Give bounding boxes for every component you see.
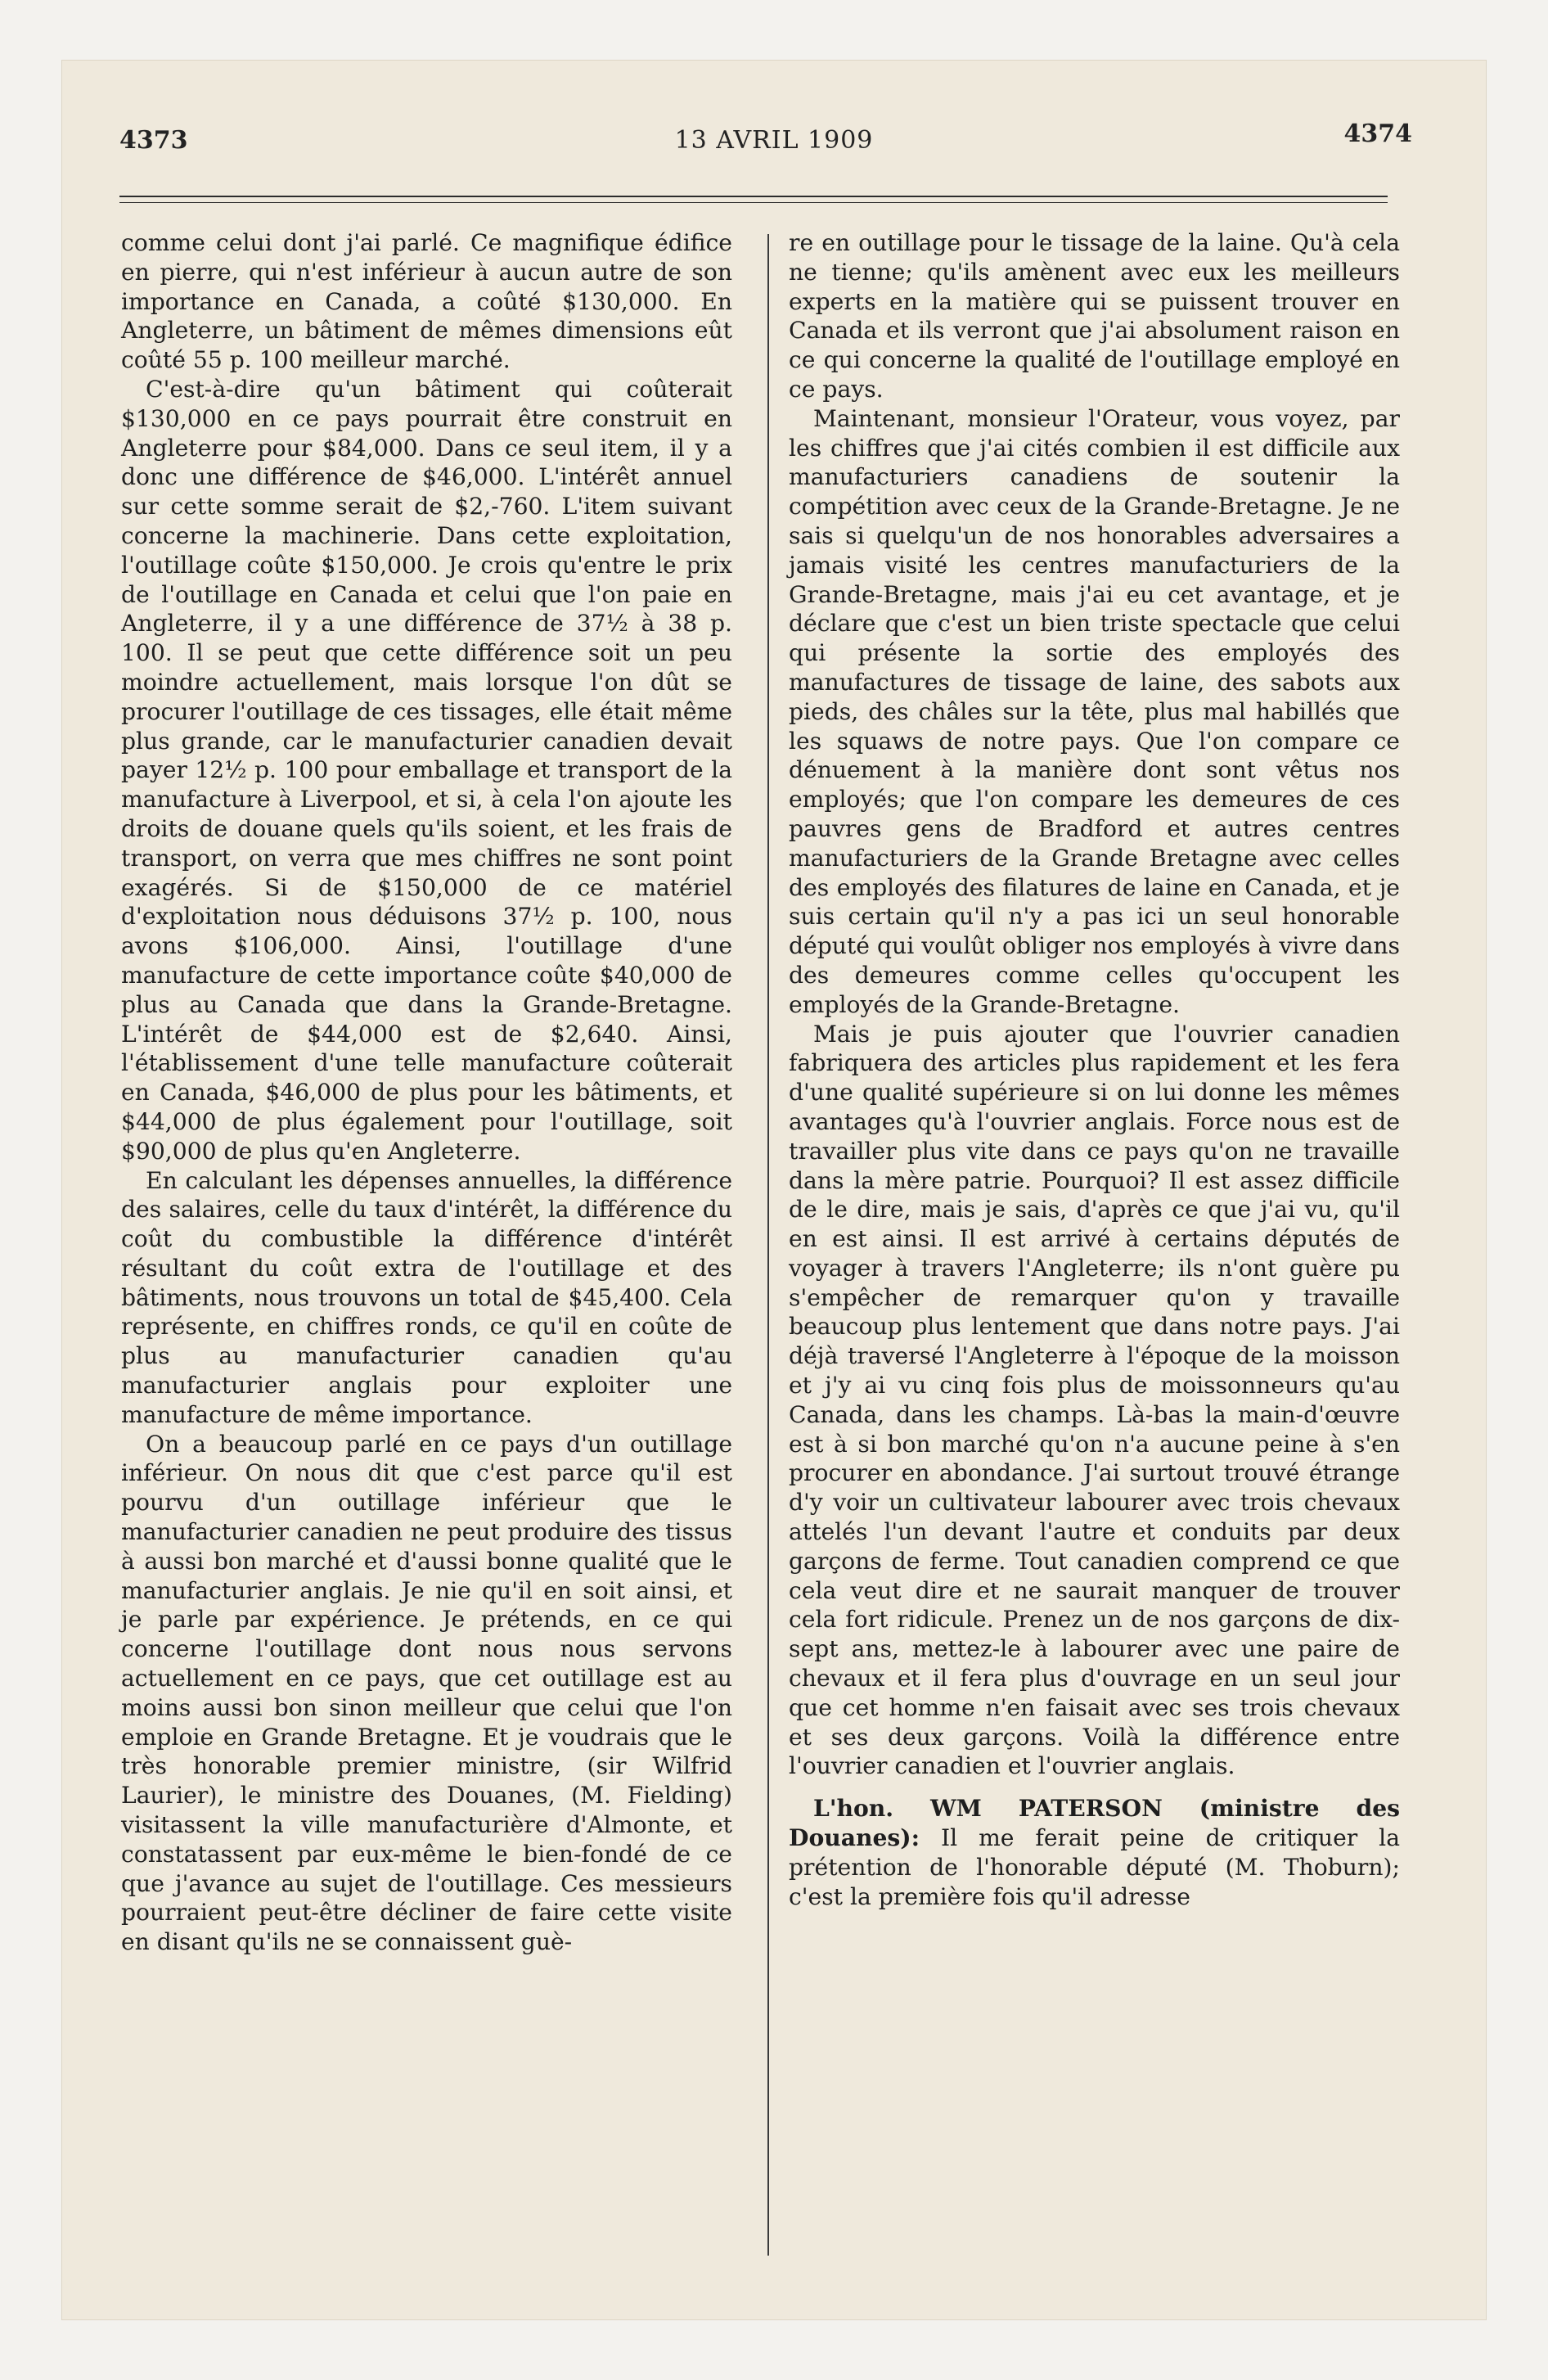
speaker-name: L'hon. WM PATERSON (ministre des Douanes):: [789, 1795, 1400, 1852]
page-date: 13 AVRIL 1909: [674, 126, 874, 155]
column-separator: [767, 234, 769, 2256]
page-number-left: 4373: [119, 126, 188, 155]
header-rule: [119, 196, 1388, 203]
page: [62, 61, 1486, 2319]
paragraph: On a beaucoup parlé en ce pays d'un outillage inférieur. On nous dit que c'est parce qu'il est pourvu d'un outillage inférieur que le manufacturier canadien ne peut produire des tissus à aussi bon marché et d'aussi bonne qualité que le manufacturier anglais. Je nie qu'il en soit ainsi, et je parle par expérience. Je prétends, en ce qui concerne l'outillage dont nous nous servons actuellement en ce pays, que cet outillage est au moins aussi bon sinon meilleur que celui que l'on emploie en Grande Bretagne. Et je voudrais que le très honorable premier ministre, (sir Wilfrid Laurier), le ministre des Douanes, (M. Fielding) visitassent la ville manufacturière d'Almonte, et constatassent par eux-même le bien-fondé de ce que j'avance au sujet de l'outillage. Ces messieurs pourraient peut-être décliner de faire cette visite en disant qu'ils ne se connaissent guè-: [121, 1430, 732, 1956]
speech-text: Il me ferait peine de critiquer la prétention de l'honorable député (M. Thoburn); c'est la première fois qu'il adresse: [789, 1824, 1400, 1910]
right-column: [789, 228, 1400, 1911]
paragraph: En calculant les dépenses annuelles, la différence des salaires, celle du taux d'intérêt, la différence du coût du combustible la différence d'intérêt résultant du coût extra de l'outillage et des bâtiments, nous trouvons un total de $45,400. Cela représente, en chiffres ronds, ce qu'il en coûte de plus au manufacturier canadien qu'au manufacturier anglais pour exploiter une manufacture de même importance.: [121, 1166, 732, 1428]
paragraph: comme celui dont j'ai parlé. Ce magnifique édifice en pierre, qui n'est inférieur à aucun autre de son importance en Canada, a coûté $130,000. En Angleterre, un bâtiment de mêmes dimensions eût coûté 55 p. 100 meilleur marché.: [121, 229, 732, 374]
page-number-right: 4374: [1343, 119, 1412, 148]
paragraph: Maintenant, monsieur l'Orateur, vous voyez, par les chiffres que j'ai cités combien il est difficile aux manufacturiers canadiens de soutenir la compétition avec ceux de la Grande-Bretagne. Je ne sais si quelqu'un de nos honorables adversaires a jamais visité les centres manufacturiers de la Grande-Bretagne, mais j'ai eu cet avantage, et je déclare que c'est un bien triste spectacle que celui qui présente la sortie des employés des manufactures de tissage de laine, des sabots aux pieds, des châles sur la tête, plus mal habillés que les squaws de notre pays. Que l'on compare ce dénuement à la manière dont sont vêtus nos employés; que l'on compare les demeures de ces pauvres gens de Bradford et autres centres manufacturiers de la Grande Bretagne avec celles des employés des filatures de laine en Canada, et je suis certain qu'il n'y a pas ici un seul honorable député qui voulût obliger nos employés à vivre dans des demeures comme celles qu'occupent les employés de la Grande-Bretagne.: [789, 404, 1400, 1018]
left-column: [121, 228, 732, 1957]
paragraph: C'est-à-dire qu'un bâtiment qui coûterait $130,000 en ce pays pourrait être construit en Angleterre pour $84,000. Dans ce seul item, il y a donc une différence de $46,000. L'intérêt annuel sur cette somme serait de $2,-760. L'item suivant concerne la machinerie. Dans cette exploitation, l'outillage coûte $150,000. Je crois qu'entre le prix de l'outillage en Canada et celui que l'on paie en Angleterre, il y a une différence de 37½ à 38 p. 100. Il se peut que cette différence soit un peu moindre actuellement, mais lorsque l'on dût se procurer l'outillage de ces tissages, elle était même plus grande, car le manufacturier canadien devait payer 12½ p. 100 pour emballage et transport de la manufacture à Liverpool, et si, à cela l'on ajoute les droits de douane quels qu'ils soient, et les frais de transport, on verra que mes chiffres ne sont point exagérés. Si de $150,000 de ce matériel d'exploitation nous déduisons 37½ p. 100, nous avons $106,000. Ainsi, l'outillage d'une manufacture de cette importance coûte $40,000 de plus au Canada que dans la Grande-Bretagne. L'intérêt de $44,000 est de $2,640. Ainsi, l'établissement d'une telle manufacture coûterait en Canada, $46,000 de plus pour les bâtiments, et $44,000 de plus également pour l'outillage, soit $90,000 de plus qu'en Angleterre.: [121, 375, 732, 1165]
paragraph: re en outillage pour le tissage de la laine. Qu'à cela ne tienne; qu'ils amènent avec eux les meilleurs experts en la matière qui se puissent trouver en Canada et ils verront que j'ai absolument raison en ce qui concerne la qualité de l'outillage employé en ce pays.: [789, 229, 1400, 403]
speech-paragraph: [789, 1794, 1400, 1911]
paragraph: Mais je puis ajouter que l'ouvrier canadien fabriquera des articles plus rapidement et les fera d'une qualité supérieure si on lui donne les mêmes avantages qu'à l'ouvrier anglais. Force nous est de travailler plus vite dans ce pays qu'on ne travaille dans la mère patrie. Pourquoi? Il est assez difficile de le dire, mais je sais, d'après ce que j'ai vu, qu'il en est ainsi. Il est arrivé à certains députés de voyager à travers l'Angleterre; ils n'ont guère pu s'empêcher de remarquer qu'on y travaille beaucoup plus lentement que dans notre pays. J'ai déjà traversé l'Angleterre à l'époque de la moisson et j'y ai vu cinq fois plus de moissonneurs qu'au Canada, dans les champs. Là-bas la main-d'œuvre est à si bon marché qu'on n'a aucune peine à s'en procurer en abondance. J'ai surtout trouvé étrange d'y voir un cultivateur labourer avec trois chevaux attelés l'un devant l'autre et conduits par deux garçons de ferme. Tout canadien comprend ce que cela veut dire et ne saurait manquer de trouver cela fort ridicule. Prenez un de nos garçons de dix-sept ans, mettez-le à labourer avec une paire de chevaux et il fera plus d'ouvrage en un seul jour que cet homme n'en faisait avec ses trois chevaux et ses deux garçons. Voilà la différence entre l'ouvrier canadien et l'ouvrier anglais.: [789, 1020, 1400, 1780]
page-header: [95, 119, 1453, 169]
